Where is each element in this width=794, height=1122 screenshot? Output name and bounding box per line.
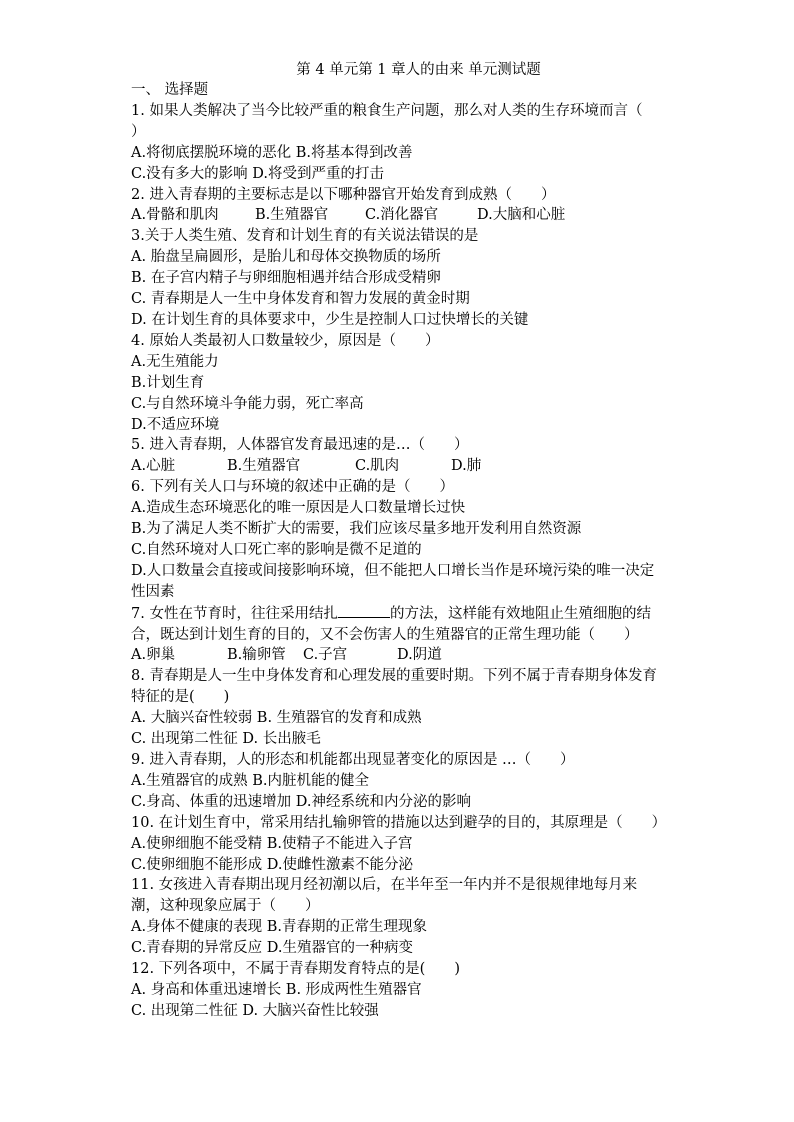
- option-line: A.身体不健康的表现 B.青春期的正常生理现象: [131, 919, 427, 936]
- question-3: [131, 226, 666, 331]
- option-line: C. 出现第二性征 D. 大脑兴奋性比较强: [131, 1002, 379, 1019]
- question-stem: 6. 下列有关人口与环境的叙述中正确的是（ ）: [131, 479, 454, 496]
- option-line: C.青春期的异常反应 D.生殖器官的一种病变: [131, 940, 414, 957]
- stem-text: 的方法，这样能有效地阻止生殖细胞的结合，既达到计划生育的目的，又不会伤害人的生殖器官的正常生理功能（ ）: [131, 605, 651, 643]
- option-b: B.为了满足人类不断扩大的需要，我们应该尽量多地开发利用自然资源: [131, 521, 582, 538]
- question-stem: 9. 进入青春期，人的形态和机能都出现显著变化的原因是 …（ ）: [131, 752, 575, 768]
- option-row: [131, 456, 666, 477]
- question-stem: 2. 进入青春期的主要标志是以下哪种器官开始发育到成熟（ ）: [131, 186, 556, 203]
- option-d: D.不适应环境: [131, 416, 220, 433]
- option-a: A.无生殖能力: [131, 353, 219, 370]
- question-stem: 8. 青春期是人一生中身体发育和心理发展的重要时期。下列不属于青春期身体发育特征的是( ): [131, 668, 657, 706]
- question-7: [131, 603, 666, 667]
- question-stem: 1. 如果人类解决了当今比较严重的粮食生产问题，那么对人类的生存环境而言（ ）: [131, 102, 672, 140]
- question-stem: 4. 原始人类最初人口数量较少，原因是（ ）: [131, 332, 440, 349]
- option-line: C.身高、体重的迅速增加 D.神经系统和内分泌的影响: [131, 793, 472, 810]
- option-a: A.造成生态环境恶化的唯一原因是人口数量增长过快: [131, 500, 466, 517]
- option-line: A.生殖器官的成熟 B.内脏机能的健全: [131, 772, 369, 789]
- question-10: [131, 813, 666, 876]
- question-8: [131, 666, 666, 750]
- option-b: B.生殖器官: [255, 207, 329, 224]
- question-4: [131, 331, 666, 436]
- question-stem: [131, 603, 666, 646]
- option-c: C.自然环境对人口死亡率的影响是微不足道的: [131, 541, 422, 558]
- question-stem: 11. 女孩进入青春期出现月经初潮以后，在半年至一年内并不是很规律地每月来潮，这种现象应属于（ ）: [131, 877, 638, 915]
- option-c: C. 青春期是人一生中身体发育和智力发展的黄金时期: [131, 291, 470, 308]
- option-row: [131, 205, 666, 226]
- section-heading: 一、 选择题: [131, 82, 209, 98]
- option-line: C.没有多大的影响 D.将受到严重的打击: [131, 165, 385, 182]
- option-b: B. 在子宫内精子与卵细胞相遇并结合形成受精卵: [131, 270, 441, 287]
- question-9: [131, 750, 666, 813]
- option-c: C.与自然环境斗争能力弱，死亡率高: [131, 395, 364, 412]
- question-stem: 3.关于人类生殖、发育和计划生育的有关说法错误的是: [131, 228, 479, 245]
- option-line: A. 大脑兴奋性较弱 B. 生殖器官的发育和成熟: [131, 710, 422, 727]
- option-b: B.输卵管: [227, 647, 286, 664]
- option-line: A. 身高和体重迅速增长 B. 形成两性生殖器官: [131, 981, 422, 998]
- question-stem: 12. 下列各项中，不属于青春期发育特点的是( ): [131, 961, 460, 978]
- option-b: B.生殖器官: [227, 458, 301, 475]
- option-d: D. 在计划生育的具体要求中，少生是控制人口过快增长的关键: [131, 311, 529, 328]
- option-d: D.大脑和心脏: [477, 207, 566, 224]
- option-c: C.子宫: [303, 647, 348, 664]
- answer-blank: [338, 603, 390, 618]
- option-d: D.人口数量会直接或间接影响环境，但不能把人口增长当作是环境污染的唯一决定性因素: [131, 562, 655, 600]
- option-line: C.使卵细胞不能形成 D.使雌性激素不能分泌: [131, 856, 414, 873]
- question-6: [131, 477, 666, 602]
- option-b: B.计划生育: [131, 374, 205, 391]
- option-c: C.消化器官: [365, 207, 439, 224]
- question-stem: 10. 在计划生育中，常采用结扎输卵管的措施以达到避孕的目的，其原理是（ ）: [131, 814, 667, 831]
- question-11: [131, 875, 666, 959]
- worksheet-page: [131, 60, 672, 1022]
- page-title: 第 4 单元第 1 章人的由来 单元测试题: [296, 62, 541, 78]
- question-5: [131, 435, 666, 477]
- question-12: [131, 959, 666, 1022]
- option-c: C.肌肉: [355, 458, 400, 475]
- question-stem: 5. 进入青春期，人体器官发育最迅速的是…（ ）: [131, 437, 469, 454]
- option-a: A.骨骼和肌肉: [131, 207, 219, 224]
- option-a: A.卵巢: [131, 647, 176, 664]
- option-d: D.肺: [451, 458, 482, 475]
- question-2: [131, 185, 666, 227]
- question-1: [131, 101, 672, 185]
- stem-text: 7. 女性在节育时，往往采用结扎: [131, 605, 338, 622]
- option-line: A.将彻底摆脱环境的恶化 B.将基本得到改善: [131, 144, 413, 161]
- option-a: A. 胎盘呈扁圆形，是胎儿和母体交换物质的场所: [131, 249, 441, 266]
- option-a: A.心脏: [131, 458, 176, 475]
- option-line: C. 出现第二性征 D. 长出腋毛: [131, 731, 321, 748]
- option-line: A.使卵细胞不能受精 B.使精子不能进入子宫: [131, 835, 413, 852]
- option-d: D.阴道: [397, 647, 442, 664]
- option-row: [131, 645, 666, 666]
